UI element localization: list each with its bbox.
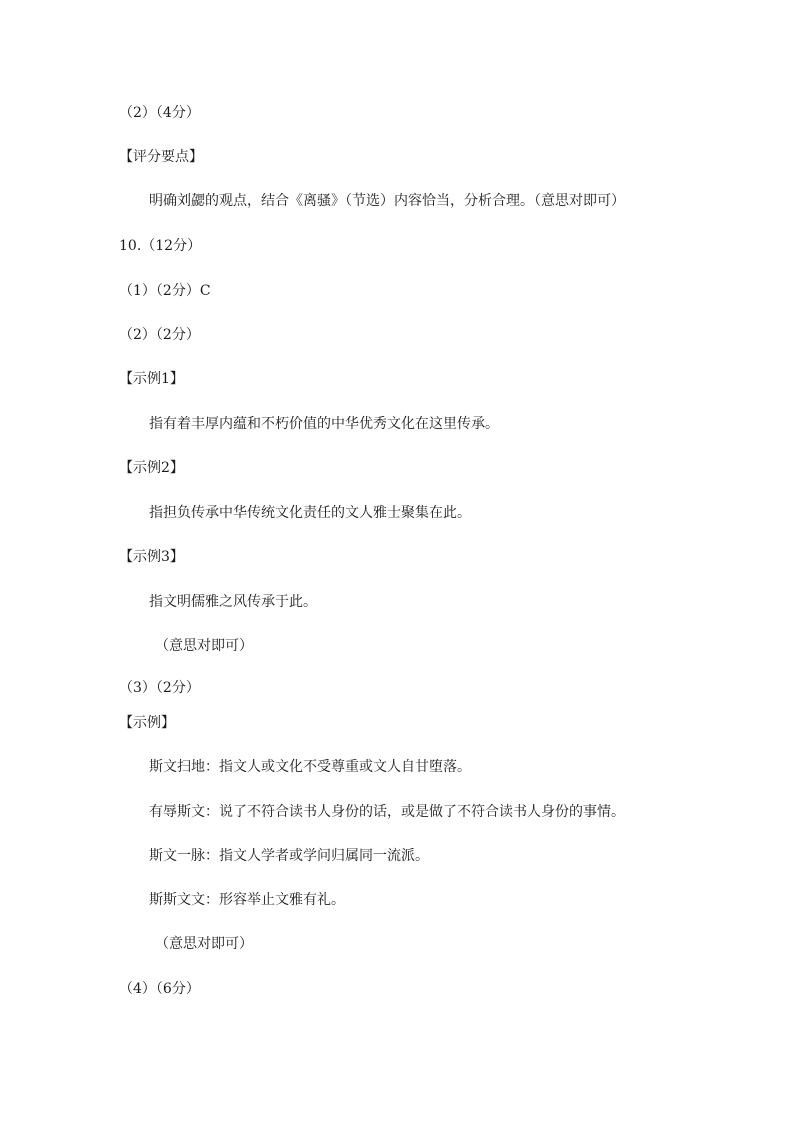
- example-3-text: 指文明儒雅之风传承于此。: [149, 594, 317, 610]
- example-2-heading: 【示例2】: [119, 460, 184, 476]
- example-2-text: 指担负传承中华传统文化责任的文人雅士聚集在此。: [149, 505, 471, 521]
- sub-question-2-heading: （2）（4分）: [119, 105, 200, 121]
- example-3-heading: 【示例3】: [119, 549, 184, 565]
- idiom-1: 斯文扫地：指文人或文化不受尊重或文人自甘堕落。: [149, 759, 471, 775]
- example-1-heading: 【示例1】: [119, 371, 184, 387]
- idiom-2: 有辱斯文：说了不符合读书人身份的话，或是做了不符合读书人身份的事情。: [149, 804, 625, 820]
- meaning-note-1: （意思对即可）: [155, 638, 253, 654]
- scoring-points-heading: 【评分要点】: [119, 149, 203, 165]
- sub-question-3-heading: （3）（2分）: [119, 680, 200, 696]
- scoring-points-text: 明确刘勰的观点，结合《离骚》（节选）内容恰当，分析合理。（意思对即可）: [149, 193, 625, 209]
- idiom-3: 斯文一脉：指文人学者或学问归属同一流派。: [149, 848, 429, 864]
- example-1-text: 指有着丰厚内蕴和不朽价值的中华优秀文化在这里传承。: [149, 416, 499, 432]
- sub-question-2-heading-b: （2）（2分）: [119, 327, 200, 343]
- sub-question-1-answer: （1）（2分）C: [119, 283, 211, 299]
- meaning-note-2: （意思对即可）: [155, 936, 253, 952]
- question-10-heading: 10.（12分）: [119, 238, 202, 254]
- idiom-4: 斯斯文文：形容举止文雅有礼。: [149, 892, 345, 908]
- sub-question-4-heading: （4）（6分）: [119, 981, 200, 997]
- example-heading: 【示例】: [119, 715, 175, 731]
